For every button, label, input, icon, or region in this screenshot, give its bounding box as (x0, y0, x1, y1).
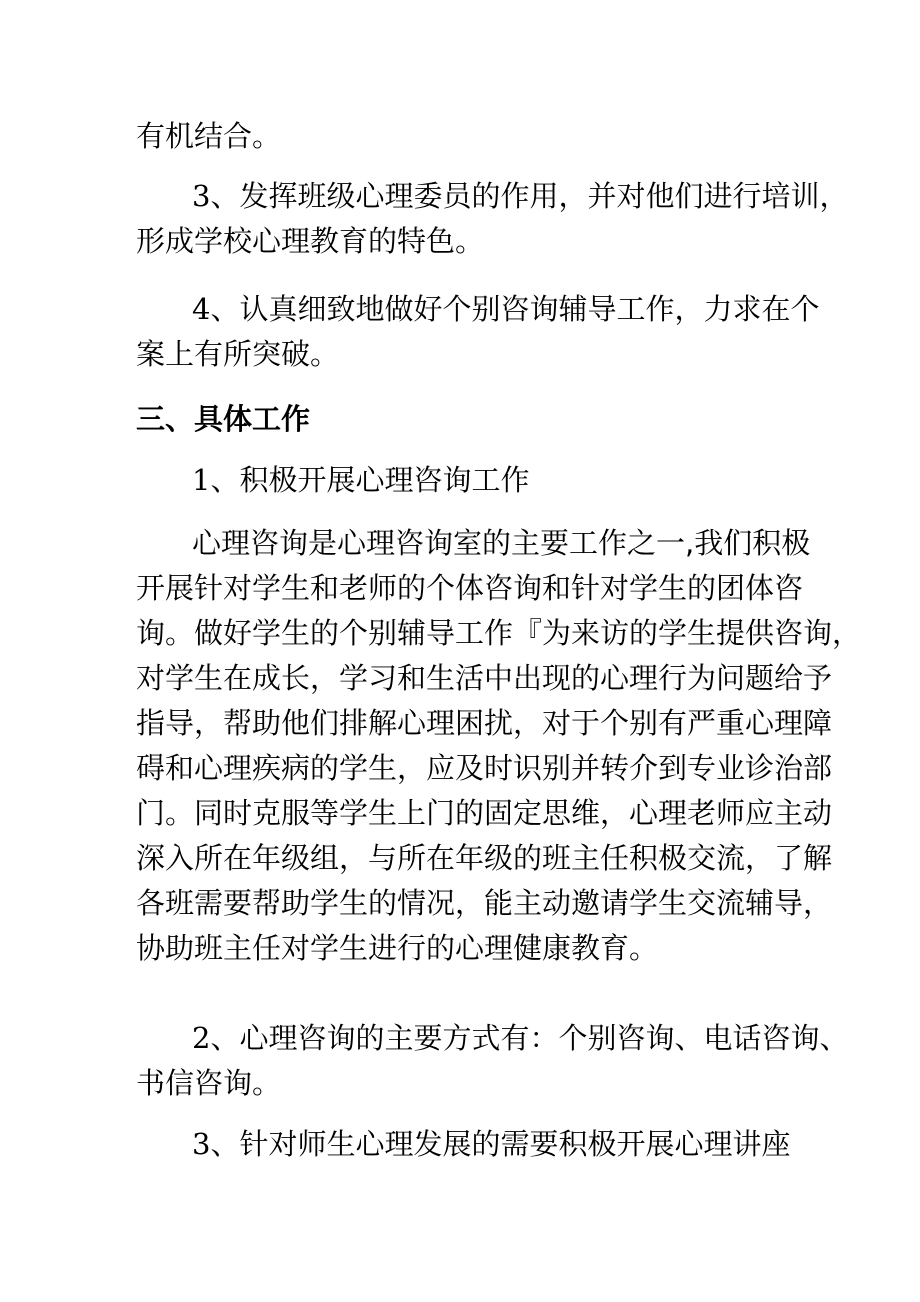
paragraph-subitem-3 (136, 1122, 836, 1167)
item-number: 2 (192, 1021, 211, 1055)
text-line: 碍和心理疾病的学生，应及时识别并转介到专业诊治部 (136, 751, 833, 785)
item-number: 3 (192, 179, 211, 213)
text-line: 有机结合。 (136, 119, 282, 153)
text-line (136, 1016, 849, 1061)
item-number: 4 (192, 292, 211, 326)
paragraph-item-4 (136, 287, 836, 377)
paragraph-subitem-1 (136, 458, 836, 503)
item-number: 3 (192, 1127, 211, 1161)
text-line: 深入所在年级组，与所在年级的班主任积极交流，了解 (136, 841, 833, 875)
item-text: 、积极开展心理咨询工作 (210, 463, 530, 497)
section-heading: 三、具体工作 (136, 402, 311, 436)
text-line (136, 458, 836, 503)
text-line: 对学生在成长，学习和生活中出现的心理行为问题给予 (136, 661, 833, 695)
item-text: 、认真细致地做好个别咨询辅导工作，力求在个 (210, 292, 820, 326)
text-line: 形成学校心理教育的特色。 (136, 224, 485, 258)
item-text: 、针对师生心理发展的需要积极开展心理讲座 (210, 1127, 791, 1161)
item-number: 1 (192, 463, 211, 497)
text-line: 案上有所突破。 (136, 337, 340, 371)
item-text: 、发挥班级心理委员的作用，并对他们进行培训， (210, 179, 849, 213)
text-line: 书信咨询。 (136, 1066, 282, 1100)
text-line: 询。做好学生的个别辅导工作『为来访的学生提供咨询， (136, 616, 862, 650)
paragraph-item-3 (136, 174, 849, 264)
text-line: 心理咨询是心理咨询室的主要工作之一,我们积极 (192, 526, 811, 560)
paragraph-body (136, 521, 862, 971)
text-line: 各班需要帮助学生的情况，能主动邀请学生交流辅导， (136, 886, 833, 920)
text-line: 开展针对学生和老师的个体咨询和针对学生的团体咨 (136, 571, 804, 605)
text-line (136, 1122, 836, 1167)
text-line: 协助班主任对学生进行的心理健康教育。 (136, 931, 659, 965)
text-line: 门。同时克服等学生上门的固定思维，心理老师应主动 (136, 796, 833, 830)
paragraph-subitem-2 (136, 1016, 849, 1106)
item-text: 、心理咨询的主要方式有：个别咨询、电话咨询、 (210, 1021, 849, 1055)
text-line (136, 174, 849, 219)
paragraph-continuation (136, 114, 836, 159)
text-line: 指导，帮助他们排解心理困扰，对于个别有严重心理障 (136, 706, 833, 740)
text-line (136, 287, 836, 332)
